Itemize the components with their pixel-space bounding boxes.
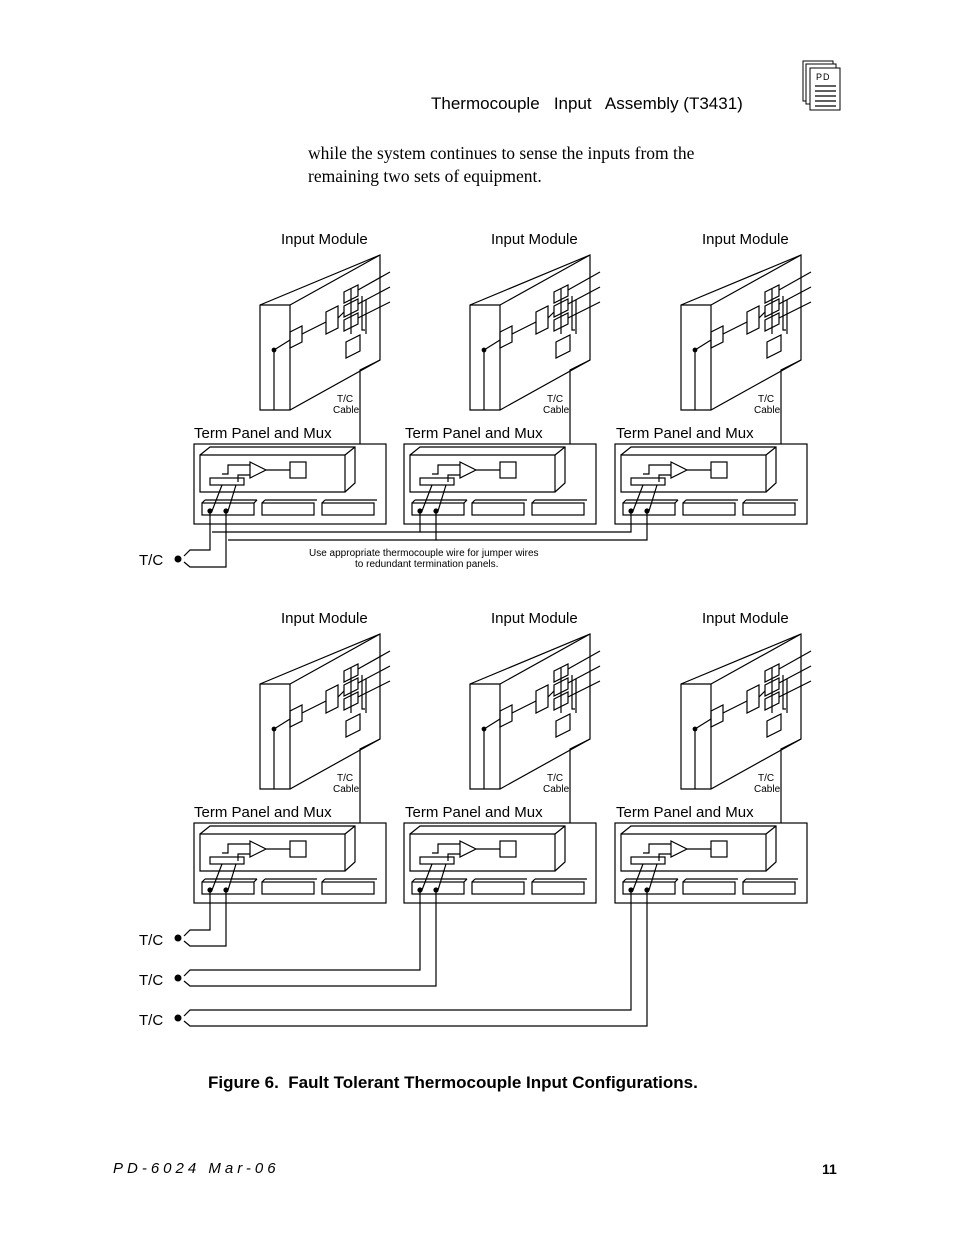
tc-label: T/C <box>139 552 164 569</box>
tc-cable-label: Cable <box>543 784 570 795</box>
tc-terminal-dot <box>175 935 182 942</box>
term-panel-label: Term Panel and Mux <box>405 425 543 442</box>
tc-cable-label: T/C <box>337 773 354 784</box>
page-header-title: Thermocouple Input Assembly (T3431) <box>431 94 743 113</box>
tc-cable-label: Cable <box>543 405 570 416</box>
tc-cable-label: T/C <box>547 394 564 405</box>
intro-line: while the system continues to sense the inputs from the <box>308 143 695 163</box>
term-panel-label: Term Panel and Mux <box>616 804 754 821</box>
tc-label: T/C <box>139 972 164 989</box>
jumper-note: to redundant termination panels. <box>355 559 499 570</box>
footer-doc-id: PD-6024 Mar-06 <box>113 1160 280 1177</box>
tc-cable-label: T/C <box>547 773 564 784</box>
input-module-label: Input Module <box>281 231 368 248</box>
input-module-label: Input Module <box>702 231 789 248</box>
tc-cable-label: Cable <box>333 405 360 416</box>
bottom-config-wiring <box>184 890 647 1026</box>
figure-caption: Figure 6. Fault Tolerant Thermocouple Input Configurations. <box>208 1073 698 1092</box>
tc-terminal-dot <box>175 975 182 982</box>
tc-terminal-dot <box>175 1015 182 1022</box>
tc-cable-label: T/C <box>758 773 775 784</box>
page-number: 11 <box>822 1161 837 1177</box>
logo-text: PD <box>816 72 831 82</box>
intro-line: remaining two sets of equipment. <box>308 166 542 186</box>
input-module-label: Input Module <box>702 610 789 627</box>
term-panel-label: Term Panel and Mux <box>194 804 332 821</box>
tc-label: T/C <box>139 1012 164 1029</box>
tc-terminal-dot <box>175 556 182 563</box>
tc-cable-label: Cable <box>333 784 360 795</box>
tc-cable-label: Cable <box>754 784 781 795</box>
term-panel-label: Term Panel and Mux <box>405 804 543 821</box>
tc-cable-label: Cable <box>754 405 781 416</box>
tc-cable-label: T/C <box>337 394 354 405</box>
input-module-label: Input Module <box>491 231 578 248</box>
term-panel-label: Term Panel and Mux <box>194 425 332 442</box>
jumper-note: Use appropriate thermocouple wire for jumper wires <box>309 548 539 559</box>
tc-cable-label: T/C <box>758 394 775 405</box>
input-module-label: Input Module <box>281 610 368 627</box>
input-module-label: Input Module <box>491 610 578 627</box>
tc-label: T/C <box>139 932 164 949</box>
term-panel-label: Term Panel and Mux <box>616 425 754 442</box>
